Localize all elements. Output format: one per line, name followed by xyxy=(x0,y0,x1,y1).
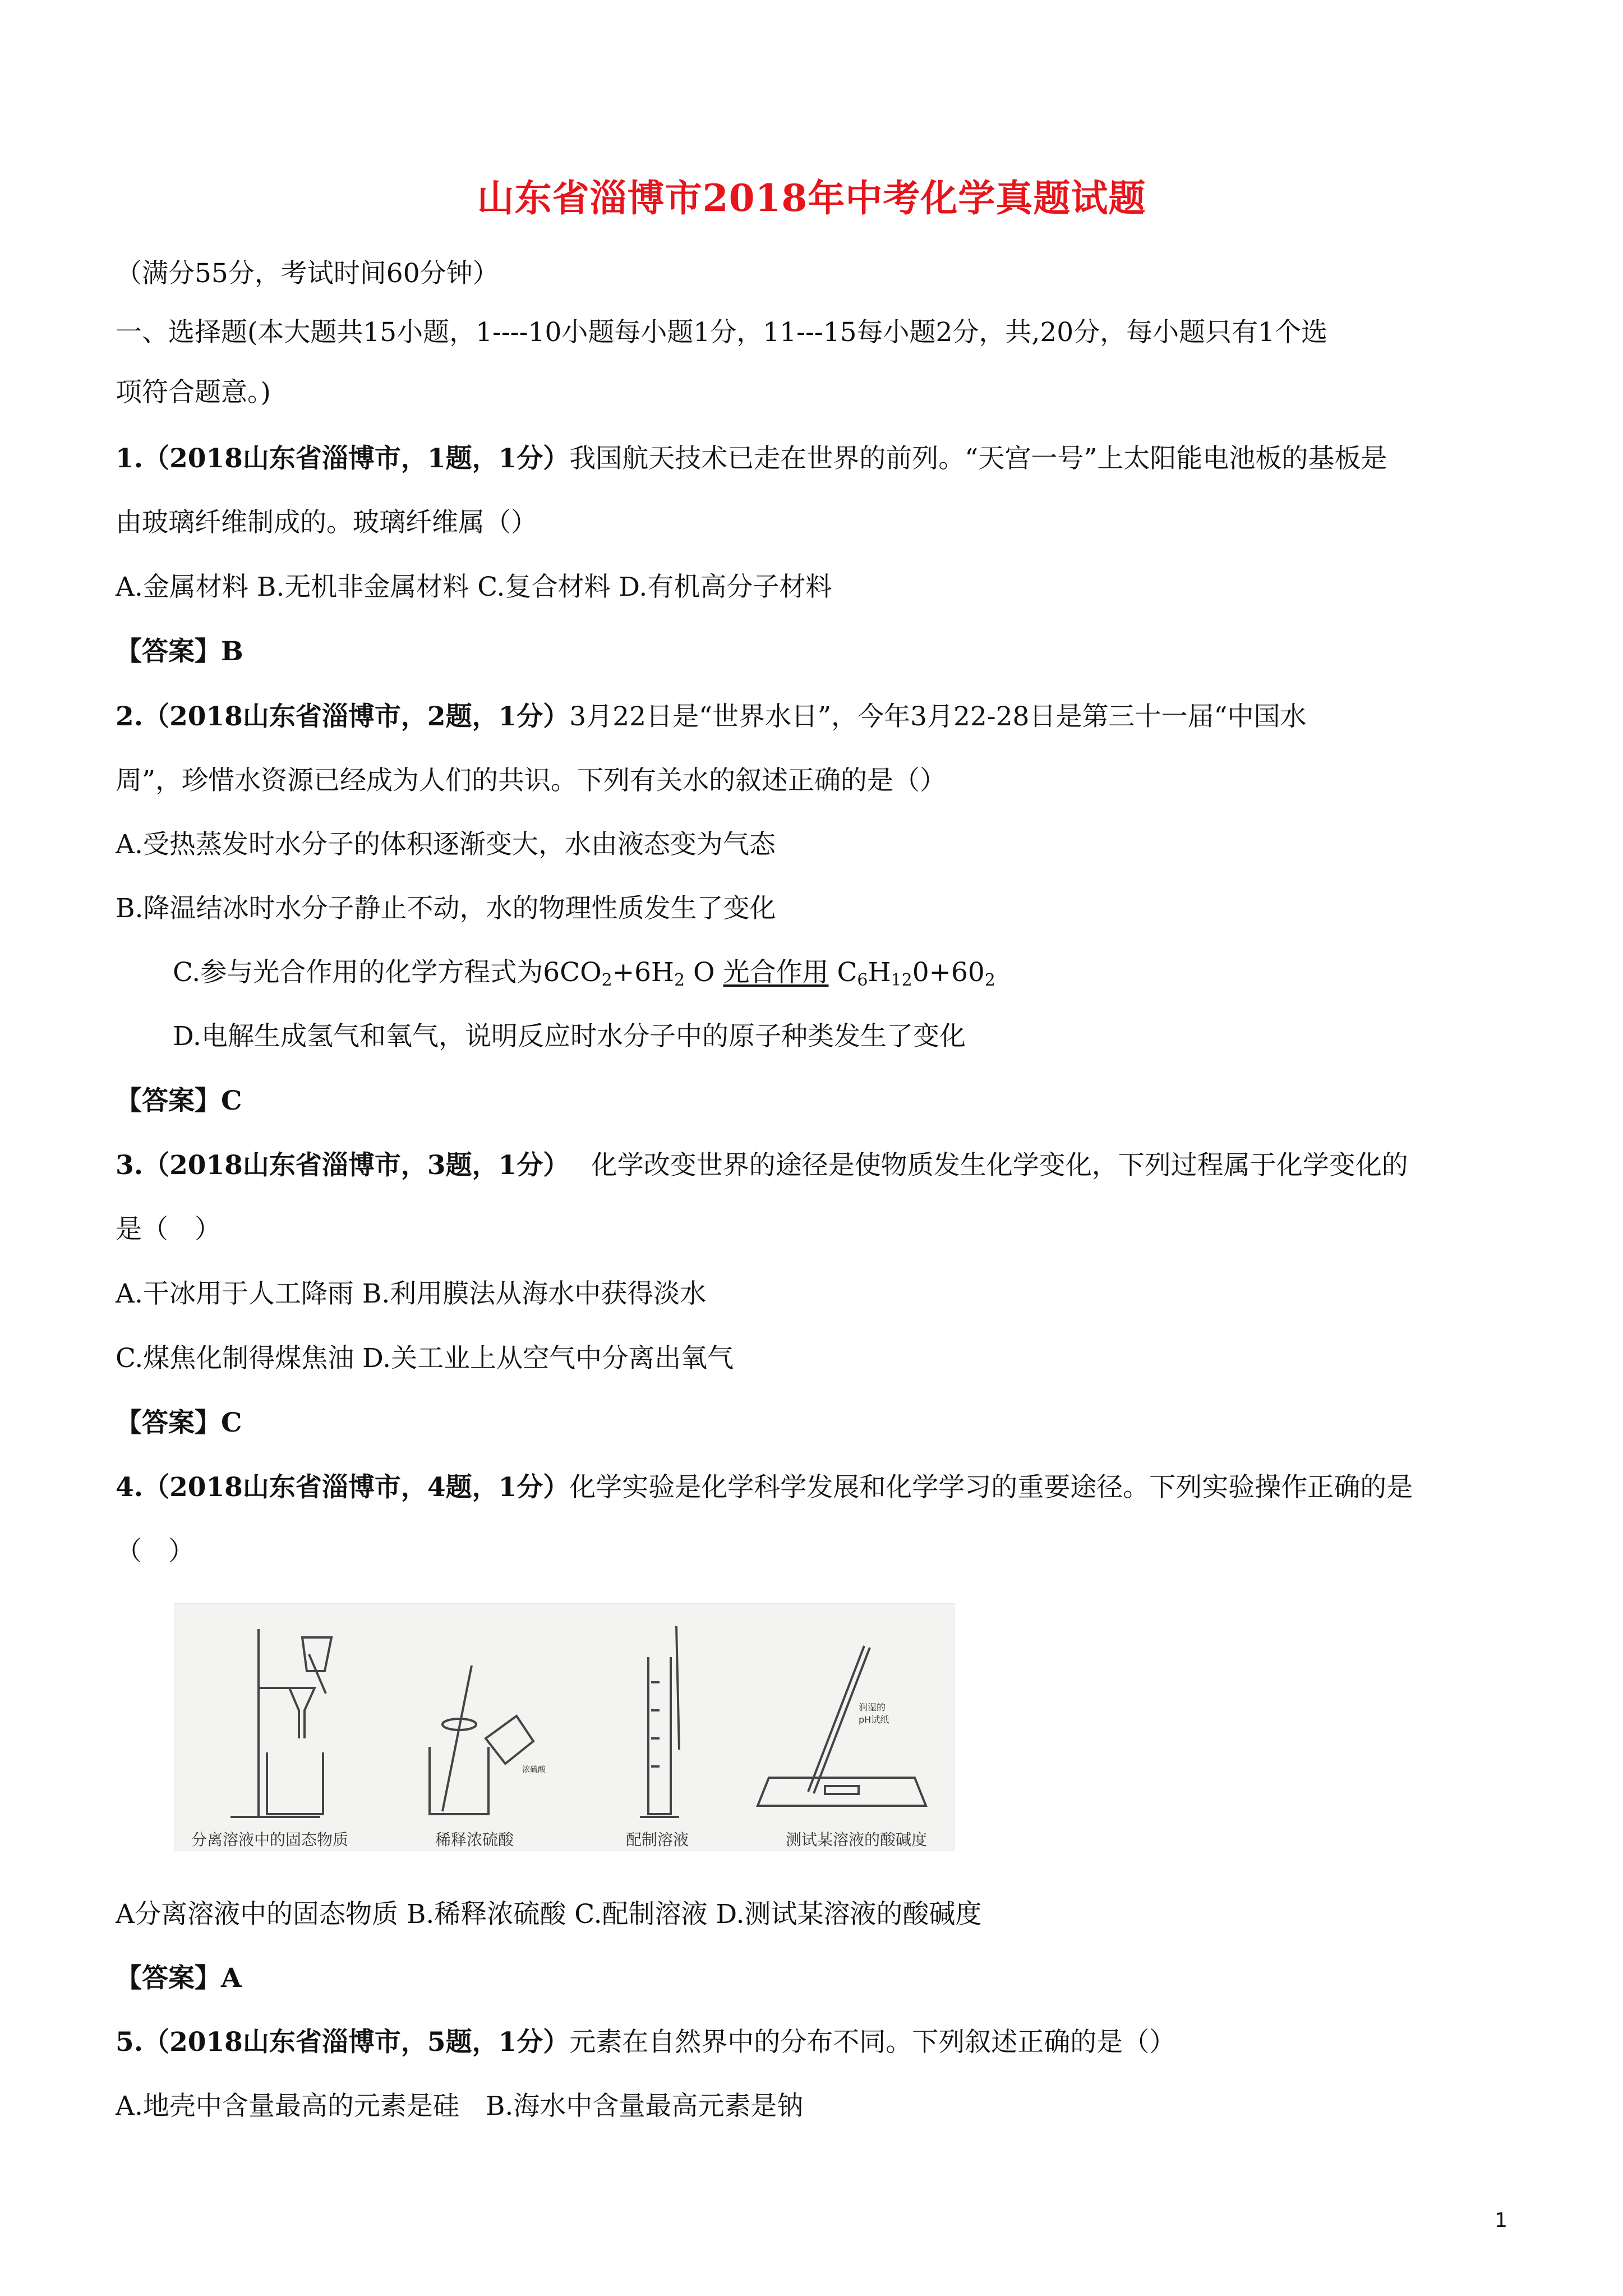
question-1-answer: 【答案】B xyxy=(116,636,243,667)
question-source: （2018山东省淄博市，3题，1分） xyxy=(143,1150,556,1181)
page-title: 山东省淄博市2018年中考化学真题试题 xyxy=(477,176,1146,220)
subscript: 2 xyxy=(674,970,685,990)
question-1-line1 xyxy=(116,442,1387,476)
question-source: （2018山东省淄博市，4题，1分） xyxy=(143,1472,570,1503)
question-3-line1 xyxy=(116,1149,1408,1182)
question-3-options-cd: C.煤焦化制得煤焦油 D.关工业上从空气中分离出氧气 xyxy=(116,1343,734,1374)
ph-test-icon xyxy=(758,1646,926,1806)
question-1-line2: 由玻璃纤维制成的。玻璃纤维属（） xyxy=(116,507,537,538)
question-text: 3月22日是“世界水日”，今年3月22-28日是第三十一届“中国水 xyxy=(569,701,1307,732)
equation-text: C xyxy=(828,957,857,988)
filtration-apparatus-icon xyxy=(230,1629,331,1817)
question-source: （2018山东省淄博市，1题，1分） xyxy=(143,443,570,474)
figure-caption: 测试某溶液的酸碱度 xyxy=(786,1830,928,1849)
question-2-line2: 周”，珍惜水资源已经成为人们的共识。下列有关水的叙述正确的是（） xyxy=(116,765,947,796)
section-heading-line2: 项符合题意。) xyxy=(116,377,271,408)
question-number: 2. xyxy=(116,701,144,732)
question-4-options: A分离溶液中的固态物质 B.稀释浓硫酸 C.配制溶液 D.测试某溶液的酸碱度 xyxy=(116,1899,982,1930)
question-1-options: A.金属材料 B.无机非金属材料 C.复合材料 D.有机高分子材料 xyxy=(116,572,832,602)
subscript: 2 xyxy=(601,970,612,990)
question-2-option-a: A.受热蒸发时水分子的体积逐渐变大，水由液态变为气态 xyxy=(116,829,776,860)
question-text: 化学实验是化学科学发展和化学学习的重要途径。下列实验操作正确的是 xyxy=(569,1472,1413,1503)
subscript: 2 xyxy=(984,970,995,990)
question-4-answer: 【答案】A xyxy=(116,1963,242,1994)
equation-text: O xyxy=(685,957,723,988)
dilution-apparatus-icon xyxy=(430,1665,533,1814)
question-source: （2018山东省淄博市，5题，1分） xyxy=(143,2027,570,2058)
question-number: 1. xyxy=(116,443,144,474)
question-4-line2: （ ） xyxy=(116,1536,195,1567)
lab-illustration xyxy=(174,1604,954,1851)
subscript: 12 xyxy=(891,970,912,990)
question-number: 3. xyxy=(116,1150,144,1181)
question-4-line1 xyxy=(116,1471,1413,1504)
question-2-option-c xyxy=(173,956,995,990)
figure-caption: 配制溶液 xyxy=(626,1830,689,1849)
question-text: 元素在自然界中的分布不同。下列叙述正确的是（） xyxy=(569,2027,1176,2058)
reaction-condition: 光合作用 xyxy=(723,957,829,988)
question-source: （2018山东省淄博市，2题，1分） xyxy=(143,701,570,732)
equation-text: +6H xyxy=(612,957,674,988)
section-heading-line1: 一、选择题(本大题共15小题，1----10小题每小题1分，11---15每小题2分，共,20分，每小题只有1个选 xyxy=(116,317,1328,348)
figure-small-label: 润湿的 xyxy=(859,1702,886,1713)
figure-small-label: pH试纸 xyxy=(859,1714,889,1725)
lab-operations-figure xyxy=(174,1603,955,1851)
question-2-answer: 【答案】C xyxy=(116,1085,242,1116)
graduated-cylinder-icon xyxy=(640,1626,679,1817)
question-3-options-ab: A.干冰用于人工降雨 B.利用膜法从海水中获得淡水 xyxy=(116,1278,707,1309)
question-2-line1 xyxy=(116,700,1306,734)
question-3-answer: 【答案】C xyxy=(116,1407,242,1438)
equation-text: H xyxy=(868,957,891,988)
exam-info: （满分55分，考试时间60分钟） xyxy=(116,258,499,289)
figure-small-label: 浓硫酸 xyxy=(522,1765,546,1774)
question-text: 化学改变世界的途径是使物质发生化学变化，下列过程属于化学变化的 xyxy=(556,1150,1408,1181)
equation-text: 0+60 xyxy=(912,957,985,988)
question-2-option-d: D.电解生成氢气和氧气，说明反应时水分子中的原子种类发生了变化 xyxy=(173,1021,966,1052)
page-number: 1 xyxy=(1495,2209,1507,2232)
question-number: 5. xyxy=(116,2027,144,2058)
equation-text: C.参与光合作用的化学方程式为6CO xyxy=(173,957,602,988)
question-text: 我国航天技术已走在世界的前列。“天宫一号”上太阳能电池板的基板是 xyxy=(569,443,1387,474)
figure-caption: 分离溶液中的固态物质 xyxy=(191,1830,349,1849)
figure-caption: 稀释浓硫酸 xyxy=(435,1830,514,1849)
question-2-option-b: B.降温结冰时水分子静止不动，水的物理性质发生了变化 xyxy=(116,893,776,924)
question-5-line1 xyxy=(116,2026,1175,2059)
subscript: 6 xyxy=(857,970,868,990)
question-3-line2: 是（ ） xyxy=(116,1214,221,1245)
question-number: 4. xyxy=(116,1472,144,1503)
question-5-options: A.地壳中含量最高的元素是硅 B.海水中含量最高元素是钠 xyxy=(116,2091,804,2122)
